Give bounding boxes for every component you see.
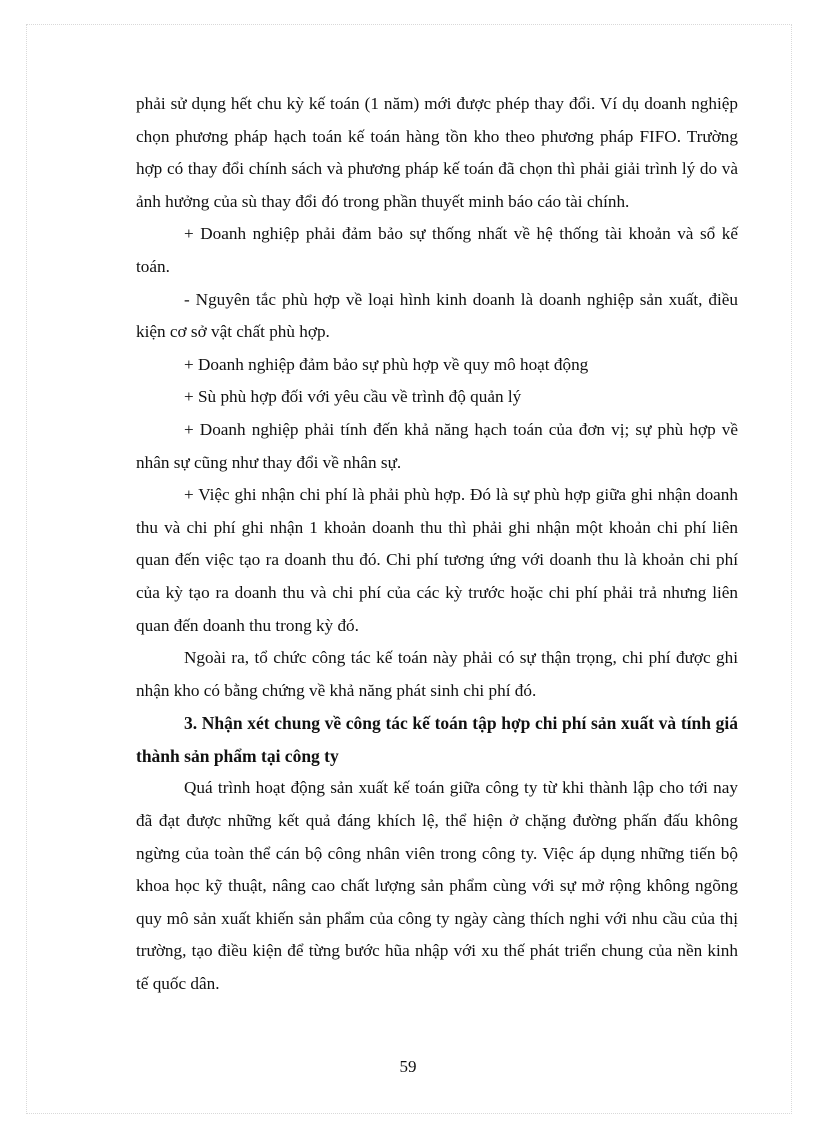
paragraph-company-overview: Quá trình hoạt động sản xuất kế toán giữa công ty từ khi thành lập cho tới nay đã đạt được những kết quả đáng khích lệ, thể hiện ở chặng đường phấn đấu không ngừng của toàn thể cán bộ công nhân viên trong công ty. Việc áp dụng những tiến bộ khoa học kỹ thuật, nâng cao chất lượng sản phẩm cùng với sự mở rộng không ngõng quy mô sản xuất khiến sản phẩm của công ty ngày càng thích nghi với nhu cầu của thị trường, tạo điều kiện để từng bước hũa nhập với xu thế phát triển chung của nền kinh tế quốc dân. <box>136 778 738 994</box>
paragraph-management-level: + Sù phù hợp đối với yêu cầu về trình độ quản lý <box>184 387 522 407</box>
paragraph-business-type: - Nguyên tắc phù hợp về loại hình kinh doanh là doanh nghiệp sản xuất, điều kiện cơ sở vật chất phù hợp. <box>136 289 738 342</box>
paragraph-continuation: phải sử dụng hết chu kỳ kế toán (1 năm) mới được phép thay đổi. Ví dụ doanh nghiệp chọn phương pháp hạch toán kế toán hàng tồn kho theo phương pháp FIFO. Trường hợp có thay đổi chính sách và phương pháp kế toán đã chọn thì phải giải trình lý do và ảnh hưởng của sù thay đổi đó trong phần thuyết minh báo cáo tài chính. <box>136 94 738 211</box>
page-body <box>136 88 738 1001</box>
paragraph-cost-recognition: + Việc ghi nhận chi phí là phải phù hợp. Đó là sự phù hợp giữa ghi nhận doanh thu và chi phí ghi nhận 1 khoản doanh thu thì phải ghi nhận một khoản chi phí liên quan đến việc tạo ra doanh thu đó. Chi phí tương ứng với doanh thu là khoản chi phí của kỳ tạo ra doanh thu và chi phí của các kỳ trước hoặc chi phí phải trả nhưng liên quan đến doanh thu trong kỳ đó. <box>136 485 738 635</box>
paragraph-prudence: Ngoài ra, tổ chức công tác kế toán này phải có sự thận trọng, chi phí được ghi nhận kho có bằng chứng về khả năng phát sinh chi phí đó. <box>136 648 738 700</box>
section-heading: 3. Nhận xét chung về công tác kế toán tập hợp chi phí sản xuất và tính giá thành sản phẩm tại công ty <box>136 713 738 766</box>
page-number: 59 <box>399 1057 417 1076</box>
paragraph-account-system: + Doanh nghiệp phải đảm bảo sự thống nhất về hệ thống tài khoản và sổ kế toán. <box>136 224 738 276</box>
paragraph-accounting-capacity: + Doanh nghiệp phải tính đến khả năng hạch toán của đơn vị; sự phù hợp về nhân sự cũng như thay đổi về nhân sự. <box>136 419 738 472</box>
paragraph-scale: + Doanh nghiệp đảm bảo sự phù hợp về quy mô hoạt động <box>184 354 589 374</box>
